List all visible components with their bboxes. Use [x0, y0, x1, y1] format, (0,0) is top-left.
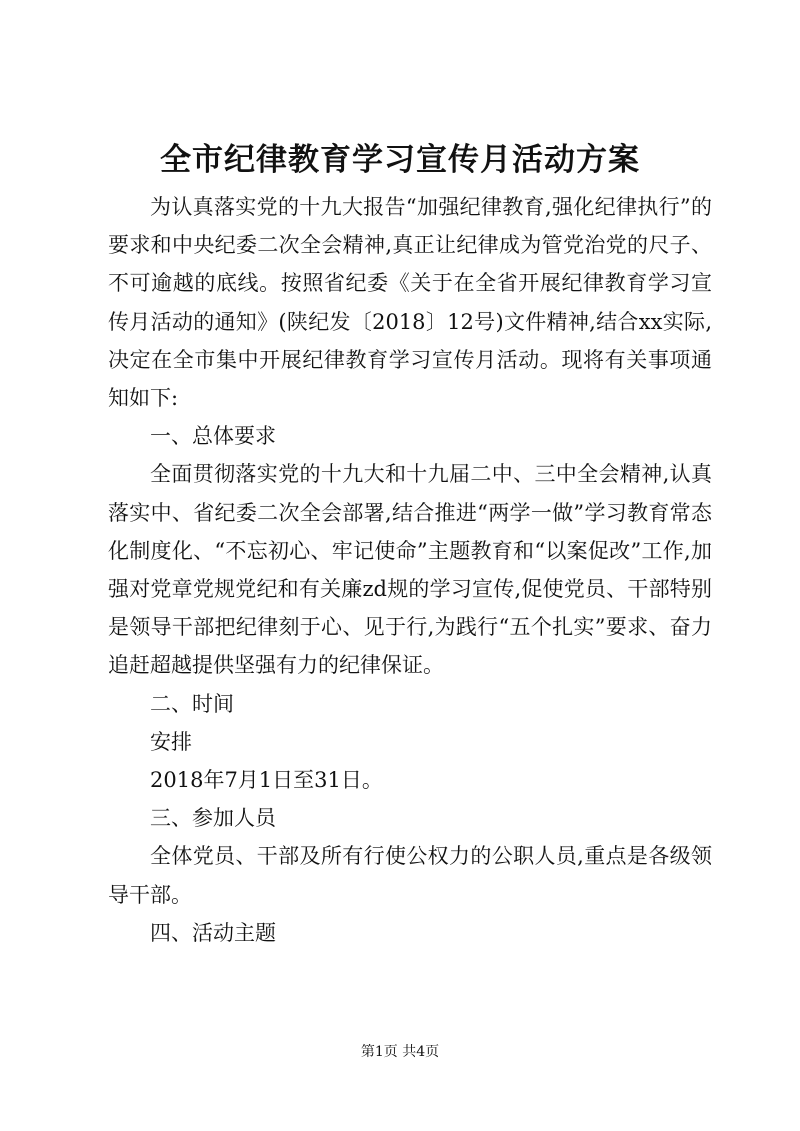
time-arrangement-label: 安排 [150, 729, 192, 754]
overall-requirements-paragraph: 全面贯彻落实党的十九大和十九届二中、三中全会精神,认真落实中、省纪委二次全会部署,结合推进“两学一做”学习教育常态化制度化、“不忘初心、牢记使命”主题教育和“以案促改”工作,加强对党章党规党纪和有关廉zd规的学习宣传,促使党员、干部特别是领导干部把纪律刻于心、见于行,为践行“五个扎实”要求、奋力追赶超越提供坚强有力的纪律保证。 [108, 462, 712, 678]
participants-paragraph: 全体党员、干部及所有行使公权力的公职人员,重点是各级领导干部。 [108, 844, 712, 907]
page-footer: 第1页 共4页 [360, 1044, 440, 1060]
section-heading-time: 二、时间 [150, 691, 234, 716]
intro-paragraph: 为认真落实党的十九大报告“加强纪律教育,强化纪律执行”的要求和中央纪委二次全会精神,真正让纪律成为管党治党的尺子、不可逾越的底线。按照省纪委《关于在全省开展纪律教育学习宣传月活动的通知》(陕纪发〔2018〕12号)文件精神,结合xx实际,决定在全市集中开展纪律教育学习宣传月活动。现将有关事项通知如下: [108, 195, 712, 411]
document-title: 全市纪律教育学习宣传月活动方案 [160, 142, 640, 178]
section-heading-participants: 三、参加人员 [150, 806, 276, 831]
section-heading-activity-theme: 四、活动主题 [150, 920, 276, 945]
section-heading-overall-requirements: 一、总体要求 [150, 424, 276, 449]
time-period-paragraph: 2018年7月1日至31日。 [150, 768, 383, 793]
document-body [108, 188, 712, 952]
